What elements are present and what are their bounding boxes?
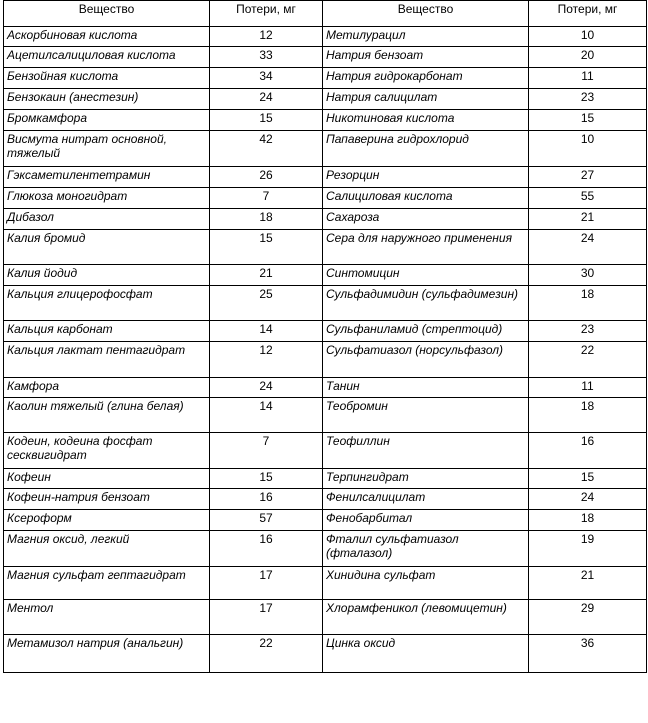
substance-name-right: Фенобарбитал <box>323 510 529 531</box>
loss-value-left: 14 <box>210 398 323 433</box>
table-row <box>4 398 647 433</box>
substance-name-right: Сахароза <box>323 209 529 230</box>
loss-value-left: 15 <box>210 469 323 489</box>
loss-value-right: 15 <box>529 110 647 131</box>
table-row <box>4 433 647 469</box>
loss-value-left: 12 <box>210 27 323 47</box>
substance-name-right: Синтомицин <box>323 265 529 286</box>
loss-value-left: 33 <box>210 47 323 68</box>
loss-value-right: 18 <box>529 398 647 433</box>
substance-name-right: Теобромин <box>323 398 529 433</box>
losses-table <box>3 0 647 673</box>
table-row <box>4 167 647 188</box>
table-row <box>4 469 647 489</box>
header-loss-1: Потери, мг <box>210 1 323 27</box>
loss-value-left: 7 <box>210 188 323 209</box>
substance-name-left: Кальция глицерофосфат <box>4 286 210 321</box>
table-row <box>4 131 647 167</box>
substance-name-right: Сера для наружного применения <box>323 230 529 265</box>
substance-name-right: Фталил сульфатиазол (фталазол) <box>323 531 529 567</box>
substance-name-left: Бензойная кислота <box>4 68 210 89</box>
substance-name-left: Ксероформ <box>4 510 210 531</box>
loss-value-left: 26 <box>210 167 323 188</box>
substance-name-right: Фенилсалицилат <box>323 489 529 510</box>
loss-value-left: 18 <box>210 209 323 230</box>
loss-value-right: 10 <box>529 27 647 47</box>
loss-value-right: 24 <box>529 489 647 510</box>
loss-value-right: 11 <box>529 378 647 398</box>
substance-name-left: Кальция лактат пентагидрат <box>4 342 210 378</box>
substance-name-right: Танин <box>323 378 529 398</box>
table-row <box>4 342 647 378</box>
table-row <box>4 286 647 321</box>
header-substance-2: Вещество <box>323 1 529 27</box>
table-row <box>4 209 647 230</box>
loss-value-right: 36 <box>529 635 647 673</box>
table-body <box>4 27 647 673</box>
loss-value-left: 7 <box>210 433 323 469</box>
loss-value-right: 18 <box>529 510 647 531</box>
substance-name-right: Папаверина гидрохлорид <box>323 131 529 167</box>
loss-value-left: 24 <box>210 89 323 110</box>
substance-name-right: Салициловая кислота <box>323 188 529 209</box>
substance-name-left: Глюкоза моногидрат <box>4 188 210 209</box>
substance-name-left: Бензокаин (анестезин) <box>4 89 210 110</box>
loss-value-left: 15 <box>210 230 323 265</box>
loss-value-left: 16 <box>210 531 323 567</box>
table-row <box>4 27 647 47</box>
substance-name-left: Магния оксид, легкий <box>4 531 210 567</box>
table-row <box>4 378 647 398</box>
header-loss-2: Потери, мг <box>529 1 647 27</box>
table-row <box>4 321 647 342</box>
loss-value-left: 42 <box>210 131 323 167</box>
loss-value-right: 22 <box>529 342 647 378</box>
substance-name-left: Кофеин-натрия бензоат <box>4 489 210 510</box>
loss-value-left: 34 <box>210 68 323 89</box>
loss-value-right: 10 <box>529 131 647 167</box>
loss-value-left: 15 <box>210 110 323 131</box>
substance-name-right: Метилурацил <box>323 27 529 47</box>
substance-name-left: Камфора <box>4 378 210 398</box>
loss-value-right: 20 <box>529 47 647 68</box>
loss-value-right: 55 <box>529 188 647 209</box>
loss-value-right: 19 <box>529 531 647 567</box>
table-row <box>4 489 647 510</box>
substance-name-right: Сульфадимидин (сульфадимезин) <box>323 286 529 321</box>
table-row <box>4 68 647 89</box>
substance-name-right: Натрия бензоат <box>323 47 529 68</box>
substance-name-right: Сульфаниламид (стрептоцид) <box>323 321 529 342</box>
table-row <box>4 635 647 673</box>
loss-value-right: 21 <box>529 567 647 600</box>
header-substance-1: Вещество <box>4 1 210 27</box>
loss-value-right: 23 <box>529 89 647 110</box>
substance-name-left: Гэксаметилентетрамин <box>4 167 210 188</box>
table-row <box>4 230 647 265</box>
loss-value-right: 23 <box>529 321 647 342</box>
substance-name-right: Цинка оксид <box>323 635 529 673</box>
substance-name-left: Аскорбиновая кислота <box>4 27 210 47</box>
table-row <box>4 600 647 635</box>
substance-name-left: Магния сульфат гептагидрат <box>4 567 210 600</box>
loss-value-right: 16 <box>529 433 647 469</box>
loss-value-right: 15 <box>529 469 647 489</box>
substance-name-right: Сульфатиазол (норсульфазол) <box>323 342 529 378</box>
loss-value-left: 17 <box>210 600 323 635</box>
substance-name-left: Кофеин <box>4 469 210 489</box>
substance-name-left: Кодеин, кодеина фосфат сесквигидрат <box>4 433 210 469</box>
substance-name-left: Ментол <box>4 600 210 635</box>
loss-value-left: 24 <box>210 378 323 398</box>
substance-name-left: Ацетилсалициловая кислота <box>4 47 210 68</box>
loss-value-right: 29 <box>529 600 647 635</box>
substance-name-left: Бромкамфора <box>4 110 210 131</box>
substance-name-left: Дибазол <box>4 209 210 230</box>
table-row <box>4 89 647 110</box>
loss-value-right: 11 <box>529 68 647 89</box>
substance-name-right: Натрия гидрокарбонат <box>323 68 529 89</box>
table-row <box>4 567 647 600</box>
table-row <box>4 510 647 531</box>
substance-name-right: Хинидина сульфат <box>323 567 529 600</box>
loss-value-right: 18 <box>529 286 647 321</box>
substance-name-right: Теофиллин <box>323 433 529 469</box>
substance-name-left: Висмута нитрат основной, тяжелый <box>4 131 210 167</box>
table-row <box>4 110 647 131</box>
substance-name-left: Каолин тяжелый (глина белая) <box>4 398 210 433</box>
loss-value-left: 22 <box>210 635 323 673</box>
substance-name-left: Калия бромид <box>4 230 210 265</box>
loss-value-left: 16 <box>210 489 323 510</box>
substance-name-right: Никотиновая кислота <box>323 110 529 131</box>
table-row <box>4 531 647 567</box>
loss-value-right: 21 <box>529 209 647 230</box>
loss-value-left: 57 <box>210 510 323 531</box>
substance-name-right: Хлорамфеникол (левомицетин) <box>323 600 529 635</box>
substance-name-left: Метамизол натрия (анальгин) <box>4 635 210 673</box>
loss-value-left: 12 <box>210 342 323 378</box>
loss-value-left: 25 <box>210 286 323 321</box>
loss-value-right: 24 <box>529 230 647 265</box>
loss-value-left: 14 <box>210 321 323 342</box>
table-row <box>4 47 647 68</box>
header-row <box>4 1 647 27</box>
substance-name-left: Калия йодид <box>4 265 210 286</box>
loss-value-right: 30 <box>529 265 647 286</box>
table-row <box>4 265 647 286</box>
loss-value-right: 27 <box>529 167 647 188</box>
table-row <box>4 188 647 209</box>
substance-name-right: Резорцин <box>323 167 529 188</box>
loss-value-left: 17 <box>210 567 323 600</box>
substance-name-right: Натрия салицилат <box>323 89 529 110</box>
loss-value-left: 21 <box>210 265 323 286</box>
substance-name-right: Терпингидрат <box>323 469 529 489</box>
substance-name-left: Кальция карбонат <box>4 321 210 342</box>
